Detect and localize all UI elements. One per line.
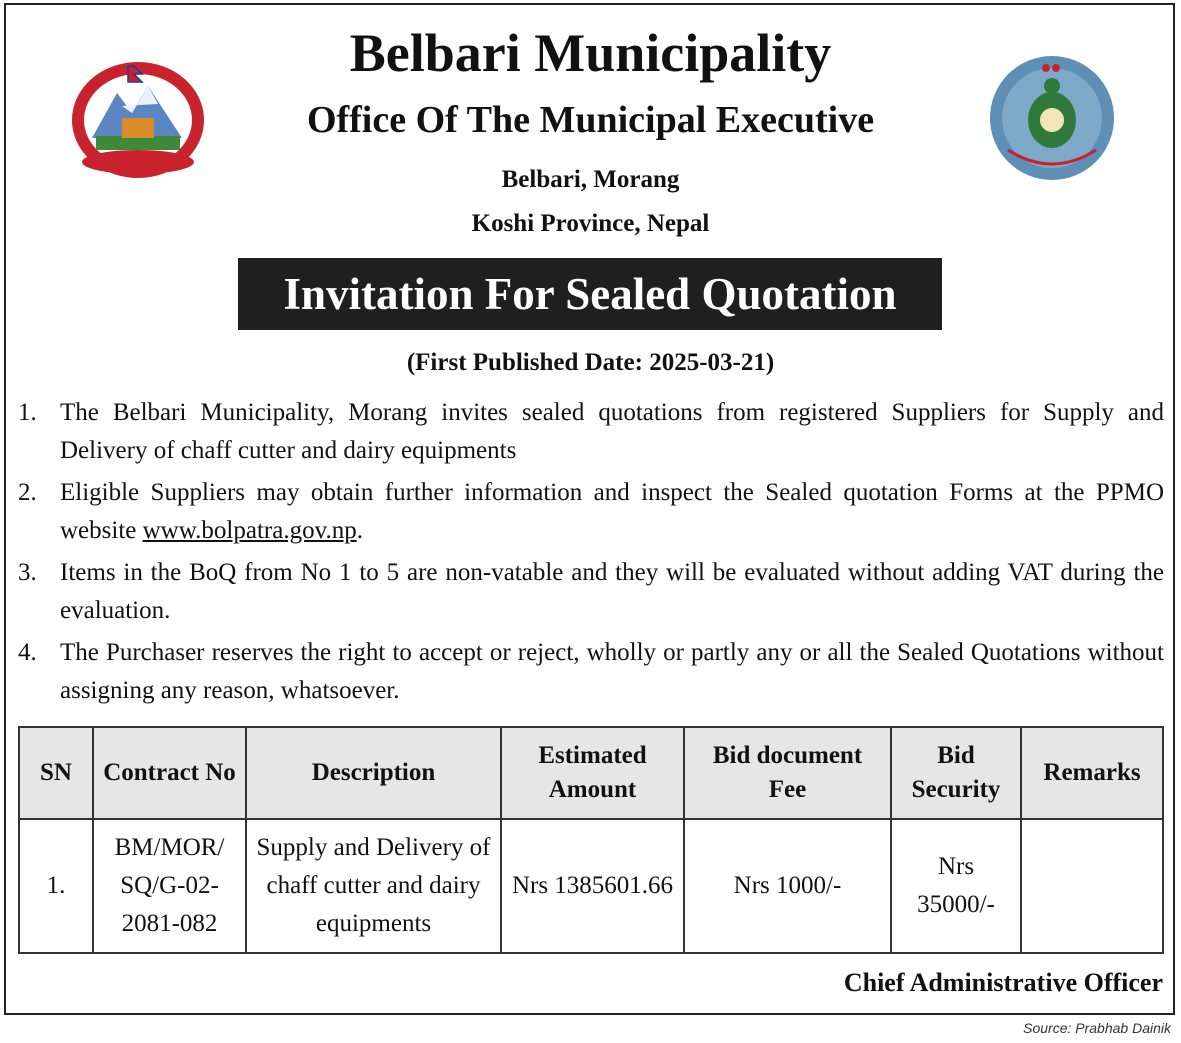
list-item — [18, 394, 1164, 470]
point-number: 2. — [18, 479, 37, 506]
table-cell: Supply and Delivery of chaff cutter and dairy equipments — [246, 819, 501, 953]
table-row — [19, 819, 1163, 953]
list-item — [18, 554, 1164, 630]
address-line-1: Belbari, Morang — [501, 166, 680, 193]
source-credit: Source: Prabhab Dainik — [1023, 1020, 1171, 1036]
table-header-row — [19, 727, 1163, 819]
published-date-value: 2025-03-21 — [649, 349, 766, 376]
list-item — [18, 634, 1164, 710]
published-date: (First Published Date: 2025-03-21) — [406, 349, 775, 376]
point-number: 3. — [18, 559, 37, 586]
municipality-name: Belbari Municipality — [349, 23, 832, 83]
notice-heading-banner: Invitation For Sealed Quotation — [238, 258, 942, 330]
point-text-part: . — [356, 517, 363, 544]
column-header: Bid Security — [891, 727, 1021, 819]
list-item — [18, 474, 1164, 550]
point-number: 4. — [18, 639, 37, 666]
table-cell: 1. — [19, 819, 93, 953]
point-text: The Purchaser reserves the right to accept or reject, wholly or partly any or all the Sealed Quotations without assigning any reason, whatsoever. — [60, 639, 1164, 704]
table-cell: BM/MOR/ SQ/G-02- 2081-082 — [93, 819, 246, 953]
column-header: SN — [19, 727, 93, 819]
point-text: The Belbari Municipality, Morang invites sealed quotations from registered Suppliers for Supply and Delivery of chaff cutter and dairy equipments — [60, 399, 1164, 464]
signature-title: Chief Administrative Officer — [843, 968, 1163, 997]
column-header: Contract No — [93, 727, 246, 819]
column-header: Remarks — [1021, 727, 1163, 819]
column-header: Description — [246, 727, 501, 819]
point-text-part: Eligible Suppliers may obtain further information and inspect the Sealed quotation Forms at the PPMO website — [60, 479, 1164, 544]
table-cell: Nrs 1000/- — [684, 819, 891, 953]
address-line-2: Koshi Province, Nepal — [471, 210, 710, 237]
column-header: Bid document Fee — [684, 727, 891, 819]
column-header: Estimated Amount — [501, 727, 684, 819]
table-cell: Nrs 35000/- — [891, 819, 1021, 953]
table-cell: Nrs 1385601.66 — [501, 819, 684, 953]
table-cell — [1021, 819, 1163, 953]
point-number: 1. — [18, 399, 37, 426]
quotation-table — [18, 726, 1164, 954]
published-date-label: First Published Date: — [415, 349, 643, 376]
bolpatra-link[interactable]: www.bolpatra.gov.np — [142, 517, 357, 544]
point-text: Items in the BoQ from No 1 to 5 are non-vatable and they will be evaluated without adding VAT during the evaluation. — [60, 559, 1164, 624]
point-text — [60, 474, 1164, 550]
office-name: Office Of The Municipal Executive — [306, 99, 875, 141]
notice-points-list — [18, 394, 1164, 714]
